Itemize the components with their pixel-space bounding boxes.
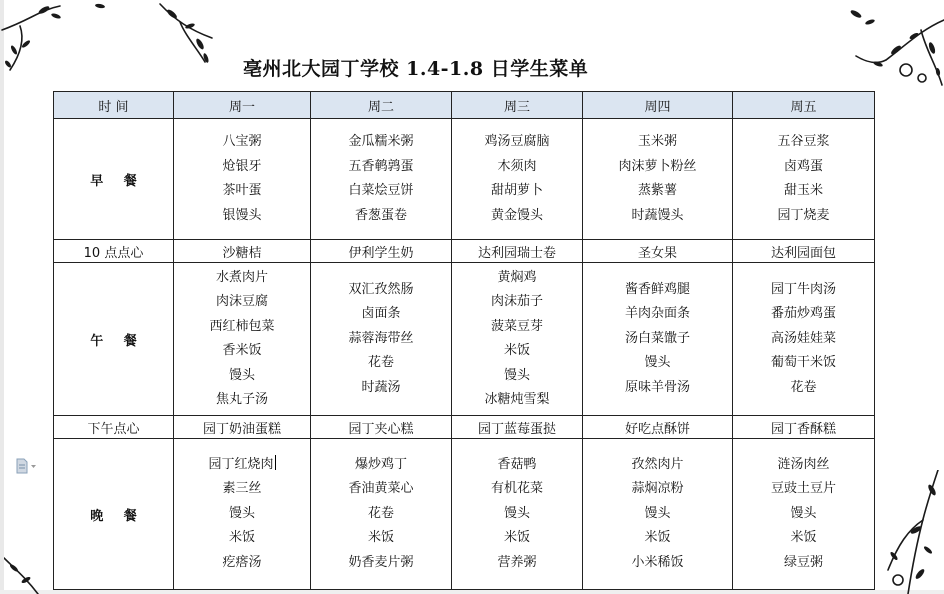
dish: 花卷 bbox=[367, 355, 394, 371]
menu-cell[interactable] bbox=[733, 119, 875, 240]
day-header-thu: 周四 bbox=[583, 92, 733, 119]
dish: 孜然肉片 bbox=[631, 456, 684, 472]
dish: 木须肉 bbox=[497, 158, 537, 174]
dish: 八宝粥 bbox=[222, 134, 262, 149]
day-header-wed: 周三 bbox=[452, 92, 583, 119]
dish: 酱香鲜鸡腿 bbox=[624, 281, 690, 297]
menu-cell[interactable]: 达利园面包 bbox=[733, 240, 875, 263]
dish: 疙瘩汤 bbox=[222, 554, 262, 570]
table-row bbox=[54, 439, 875, 590]
dish: 涟汤肉丝 bbox=[777, 456, 830, 472]
meal-label-snack-pm: 下午点心 bbox=[54, 416, 174, 439]
menu-cell[interactable] bbox=[311, 119, 452, 240]
menu-cell[interactable]: 好吃点酥饼 bbox=[583, 416, 733, 439]
dish: 甜玉米 bbox=[783, 183, 823, 198]
dish: 菠菜豆芽 bbox=[490, 318, 543, 334]
dish: 花卷 bbox=[367, 505, 394, 521]
page-title: 亳州北大园丁学校 1.4-1.8 日学生菜单 bbox=[243, 58, 589, 80]
dish: 高汤娃娃菜 bbox=[770, 330, 836, 346]
dish: 香米饭 bbox=[222, 343, 262, 358]
dish: 香菇鸭 bbox=[497, 456, 537, 472]
dish: 园丁牛肉汤 bbox=[770, 281, 836, 297]
dish: 番茄炒鸡蛋 bbox=[770, 306, 836, 322]
dish: 卤面条 bbox=[361, 306, 401, 322]
dish: 馒头 bbox=[644, 355, 671, 371]
dish: 花卷 bbox=[790, 379, 817, 395]
menu-cell[interactable]: 园丁奶油蛋糕 bbox=[174, 416, 311, 439]
menu-cell[interactable]: 伊利学生奶 bbox=[311, 240, 452, 263]
dish: 肉沫茄子 bbox=[490, 294, 543, 309]
dish: 甜胡萝卜 bbox=[490, 183, 543, 198]
menu-cell[interactable]: 圣女果 bbox=[583, 240, 733, 263]
dish: 园丁烧麦 bbox=[777, 207, 830, 223]
dish: 黄焖鸡 bbox=[497, 269, 537, 285]
table-row bbox=[54, 240, 875, 263]
dish: 银馒头 bbox=[222, 207, 262, 223]
dish: 香油黄菜心 bbox=[348, 481, 414, 497]
dish: 玉米粥 bbox=[637, 134, 677, 149]
dish: 有机花菜 bbox=[490, 481, 543, 497]
dish: 水煮肉片 bbox=[215, 269, 268, 285]
menu-cell[interactable]: 达利园瑞士卷 bbox=[452, 240, 583, 263]
dish: 焦丸子汤 bbox=[215, 392, 268, 407]
dish: 时蔬馒头 bbox=[631, 207, 684, 223]
menu-cell[interactable] bbox=[452, 119, 583, 240]
dish: 鸡汤豆腐脑 bbox=[484, 134, 550, 149]
day-header-tue: 周二 bbox=[311, 92, 452, 119]
menu-cell[interactable] bbox=[452, 439, 583, 590]
dish: 香葱蛋卷 bbox=[354, 207, 407, 223]
floral-branch-icon bbox=[826, 0, 944, 95]
meal-label-dinner: 晚 餐 bbox=[54, 439, 174, 590]
dish: 蒜焖凉粉 bbox=[631, 481, 684, 497]
menu-cell[interactable] bbox=[174, 263, 311, 416]
menu-cell[interactable]: 园丁夹心糕 bbox=[311, 416, 452, 439]
menu-cell[interactable]: 园丁香酥糕 bbox=[733, 416, 875, 439]
dish: 米饭 bbox=[644, 530, 671, 546]
dish: 双汇孜然肠 bbox=[348, 281, 414, 297]
dish: 米饭 bbox=[503, 343, 530, 358]
dish: 金瓜糯米粥 bbox=[348, 134, 414, 149]
menu-cell[interactable] bbox=[452, 263, 583, 416]
dish: 馒头 bbox=[503, 505, 530, 521]
dish: 米饭 bbox=[790, 530, 817, 546]
day-header-fri: 周五 bbox=[733, 92, 875, 119]
dish: 冰糖炖雪梨 bbox=[484, 392, 550, 407]
menu-cell[interactable] bbox=[174, 119, 311, 240]
dish: 原味羊骨汤 bbox=[624, 379, 690, 395]
document-icon[interactable] bbox=[14, 458, 38, 474]
dish: 豆豉土豆片 bbox=[770, 481, 836, 497]
table-row bbox=[54, 119, 875, 240]
dish: 时蔬汤 bbox=[361, 379, 401, 395]
dish: 卤鸡蛋 bbox=[783, 158, 823, 174]
dish: 黄金馒头 bbox=[490, 207, 543, 223]
meal-label-snack-am: 10 点点心 bbox=[54, 240, 174, 263]
meal-label-lunch: 午 餐 bbox=[54, 263, 174, 416]
dish: 米饭 bbox=[367, 530, 394, 546]
dish: 茶叶蛋 bbox=[222, 183, 262, 198]
text-cursor bbox=[275, 455, 276, 470]
menu-cell[interactable] bbox=[583, 119, 733, 240]
menu-cell[interactable] bbox=[583, 263, 733, 416]
dish: 米饭 bbox=[503, 530, 530, 546]
menu-cell[interactable] bbox=[733, 263, 875, 416]
menu-cell[interactable] bbox=[174, 439, 311, 590]
table-row bbox=[54, 263, 875, 416]
menu-cell[interactable]: 沙糖桔 bbox=[174, 240, 311, 263]
dish: 馒头 bbox=[503, 367, 530, 383]
dish: 绿豆粥 bbox=[783, 554, 823, 570]
dish: 素三丝 bbox=[222, 481, 262, 497]
dish: 肉沫萝卜粉丝 bbox=[618, 158, 697, 174]
page-edge-bottom bbox=[0, 590, 944, 594]
dish: 蒜蓉海带丝 bbox=[348, 330, 414, 346]
dish: 营养粥 bbox=[497, 554, 537, 570]
menu-cell[interactable] bbox=[733, 439, 875, 590]
dish: 蒸紫薯 bbox=[637, 183, 677, 198]
dish: 小米稀饭 bbox=[631, 554, 684, 570]
menu-cell[interactable] bbox=[311, 263, 452, 416]
dish: 馒头 bbox=[228, 367, 255, 383]
dish: 肉沫豆腐 bbox=[215, 294, 268, 309]
dish: 五谷豆浆 bbox=[777, 134, 830, 149]
time-header: 时 间 bbox=[54, 92, 174, 119]
menu-cell[interactable]: 园丁蓝莓蛋挞 bbox=[452, 416, 583, 439]
floral-branch-icon bbox=[868, 470, 944, 594]
dish: 西红柿包菜 bbox=[209, 318, 275, 334]
dish: 馒头 bbox=[228, 505, 255, 521]
dish: 馒头 bbox=[790, 505, 817, 521]
dish-text: 园丁红烧肉 bbox=[208, 456, 274, 472]
header-row bbox=[54, 92, 875, 119]
dish: 爆炒鸡丁 bbox=[354, 456, 407, 472]
dish: 馒头 bbox=[644, 505, 671, 521]
day-header-mon: 周一 bbox=[174, 92, 311, 119]
dish: 葡萄干米饭 bbox=[770, 355, 836, 371]
menu-cell[interactable] bbox=[311, 439, 452, 590]
menu-cell[interactable] bbox=[583, 439, 733, 590]
dish: 汤白菜馓子 bbox=[624, 330, 690, 346]
page-edge bbox=[0, 0, 4, 594]
menu-table bbox=[53, 91, 875, 590]
dish: 五香鹌鹑蛋 bbox=[348, 158, 414, 174]
dish: 羊肉杂面条 bbox=[624, 306, 690, 322]
table-row bbox=[54, 416, 875, 439]
floral-branch-icon bbox=[0, 0, 220, 80]
dish: 米饭 bbox=[228, 530, 255, 546]
dish: 炝银牙 bbox=[222, 158, 262, 174]
dish[interactable] bbox=[174, 453, 310, 478]
dish: 奶香麦片粥 bbox=[348, 554, 414, 570]
dish: 白菜烩豆饼 bbox=[348, 183, 414, 198]
meal-label-breakfast: 早 餐 bbox=[54, 119, 174, 240]
